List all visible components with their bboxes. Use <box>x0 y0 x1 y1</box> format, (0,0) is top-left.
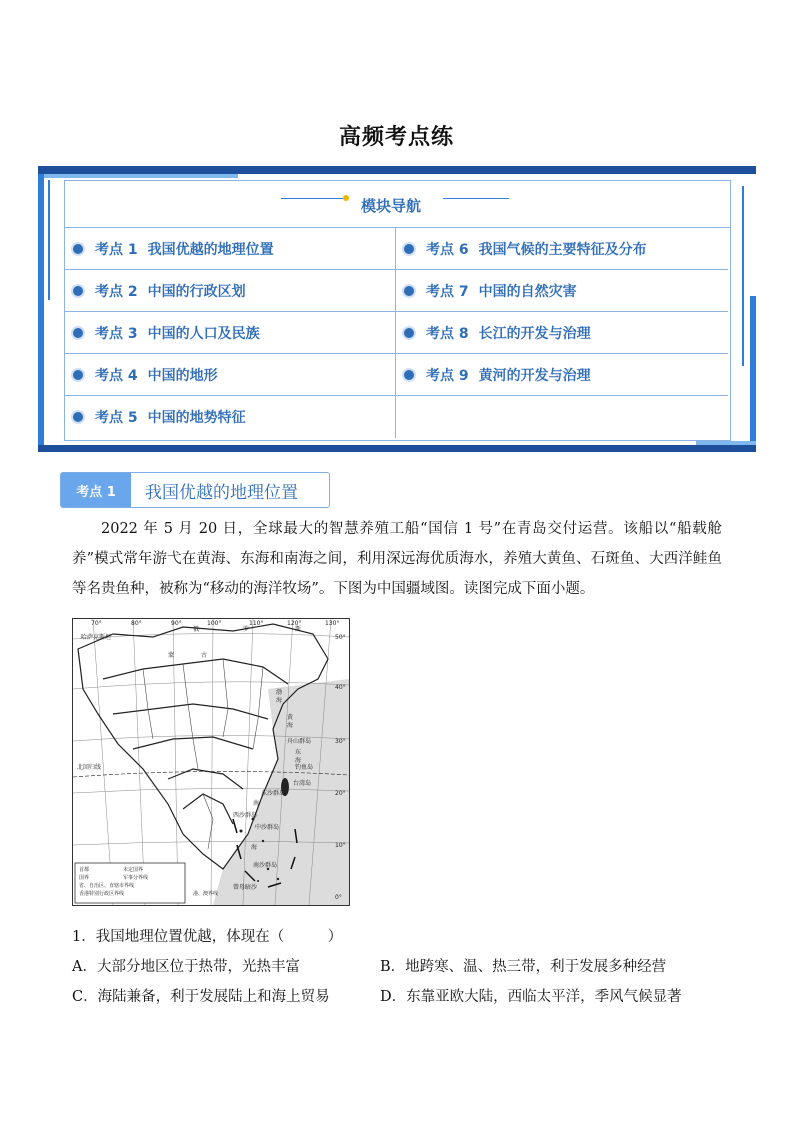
place-label: 海 <box>287 722 294 729</box>
bullet-icon <box>73 412 83 422</box>
lat-label: 50° <box>335 634 346 641</box>
lon-label: 110° <box>249 620 264 627</box>
lon-label: 70° <box>91 620 102 627</box>
place-label: 西沙群岛 <box>233 812 258 819</box>
nav-item-label: 我国优越的地理位置 <box>147 241 274 258</box>
option-c[interactable]: C．海陆兼备，利于发展陆上和海上贸易 <box>72 989 330 1005</box>
options-row <box>72 982 732 1012</box>
bullet-icon <box>73 328 83 338</box>
nav-item-num: 考点 2 <box>95 283 138 300</box>
lon-label: 100° <box>207 620 222 627</box>
legend-item: 国界 <box>79 875 90 881</box>
place-label: 蒙 <box>168 652 175 659</box>
lat-label: 20° <box>335 790 346 797</box>
nav-item-num: 考点 6 <box>426 241 469 258</box>
bullet-icon <box>404 244 414 254</box>
lon-label: 130° <box>325 620 340 627</box>
nav-item-label: 中国的自然灾害 <box>478 283 577 300</box>
nav-item-4[interactable] <box>65 354 396 396</box>
place-label: 罗 <box>243 626 250 633</box>
section-tag-title: 我国优越的地理位置 <box>145 482 298 503</box>
option-d[interactable]: D．东靠亚欧大陆，西临太平洋，季风气候显著 <box>380 989 682 1005</box>
nav-item-label: 黄河的开发与治理 <box>478 367 591 384</box>
legend-item: 省、自治区、直辖市界线 <box>79 883 135 889</box>
nav-item-num: 考点 7 <box>426 283 469 300</box>
legend-item: 香港特别行政区界线 <box>79 891 125 897</box>
option-b[interactable]: B．地跨寒、温、热三带，利于发展多种经营 <box>380 959 667 975</box>
place-label: 东 <box>295 749 302 756</box>
section-tag-num: 考点 1 <box>61 473 131 507</box>
bullet-icon <box>404 328 414 338</box>
frame-bar-bottom-accent <box>696 441 756 445</box>
question-options <box>72 952 732 1012</box>
nav-item-6[interactable] <box>396 228 728 270</box>
frame-bar-top-accent <box>38 174 238 178</box>
nav-item-1[interactable] <box>65 228 396 270</box>
bullet-icon <box>73 286 83 296</box>
china-territory-map <box>72 618 350 906</box>
header-line-left <box>281 198 343 199</box>
page-title: 高频考点练 <box>338 124 454 150</box>
nav-item-num: 考点 5 <box>95 410 138 426</box>
place-label: 古 <box>201 652 208 659</box>
section-tag <box>60 472 330 508</box>
place-label: 俄 <box>193 626 200 633</box>
place-label: 东沙群岛 <box>261 790 286 797</box>
nav-item-8[interactable] <box>396 312 728 354</box>
place-label: 哈萨克斯坦 <box>81 634 112 641</box>
nav-item-2[interactable] <box>65 270 396 312</box>
module-navigation <box>64 180 731 441</box>
nav-item-num: 考点 9 <box>426 367 469 384</box>
lat-label: 30° <box>335 738 346 745</box>
nav-item-empty <box>396 396 728 438</box>
nav-item-label: 我国气候的主要特征及分布 <box>478 241 647 258</box>
nav-grid <box>65 228 730 438</box>
place-label: 海 <box>276 697 283 704</box>
header-line-right <box>443 198 509 199</box>
place-label: 黄 <box>287 714 294 721</box>
bullet-icon <box>404 286 414 296</box>
nav-item-label: 中国的地势特征 <box>147 410 246 426</box>
nav-item-label: 中国的人口及民族 <box>147 325 260 342</box>
nav-item-num: 考点 8 <box>426 325 469 342</box>
place-label: 南沙群岛 <box>253 862 278 869</box>
question-stem: 1．我国地理位置优越，体现在（ ） <box>72 929 343 945</box>
place-label: 海 <box>295 757 302 764</box>
nav-item-label: 长江的开发与治理 <box>478 325 591 342</box>
place-label: 台湾岛 <box>293 780 312 787</box>
lon-label: 90° <box>171 620 182 627</box>
frame-side-left-accent <box>48 180 50 300</box>
frame-side-left <box>38 174 44 445</box>
bullet-icon <box>73 370 83 380</box>
place-label: 斯 <box>295 626 302 633</box>
nav-header-label: 模块导航 <box>361 197 422 215</box>
place-label: 北回归线 <box>77 764 102 771</box>
place-label: 中沙群岛 <box>255 824 280 831</box>
frame-bar-bottom <box>38 445 756 452</box>
nav-item-num: 考点 3 <box>95 325 138 342</box>
bullet-icon <box>73 244 83 254</box>
nav-item-5[interactable] <box>65 396 396 438</box>
lat-label: 40° <box>335 684 346 691</box>
passage: 2022 年 5 月 20 日，全球最大的智慧养殖工船“国信 1 号”在青岛交付运营。该船以“船载舱养”模式常年游弋在黄海、东海和南海之间，利用深远海优质海水，养殖大黄鱼、石斑鱼、大西洋鲑鱼等名贵鱼种，被称为“移动的海洋牧场”。下图为中国疆域图。读图完成下面小题。 <box>72 521 722 597</box>
lon-label: 80° <box>131 620 142 627</box>
lat-label: 10° <box>335 842 346 849</box>
option-a[interactable]: A．大部分地区位于热带，光热丰富 <box>72 959 300 975</box>
nav-item-num: 考点 1 <box>95 241 138 258</box>
nav-item-3[interactable] <box>65 312 396 354</box>
options-row <box>72 952 732 982</box>
nav-item-7[interactable] <box>396 270 728 312</box>
bullet-icon <box>404 370 414 380</box>
place-label: 渤 <box>276 689 283 696</box>
legend-item: 军事分界线 <box>123 875 149 881</box>
place-label: 海 <box>251 844 258 851</box>
place-label: 舟山群岛 <box>287 738 312 745</box>
nav-item-num: 考点 4 <box>95 367 138 384</box>
nav-item-label: 中国的地形 <box>147 367 218 384</box>
nav-item-9[interactable] <box>396 354 728 396</box>
place-label: 南 <box>253 800 260 807</box>
lon-label: 120° <box>287 620 302 627</box>
place-label: 钓鱼岛 <box>295 764 314 771</box>
place-label: 曾母暗沙 <box>233 884 258 891</box>
frame-side-right <box>750 296 756 445</box>
header-dot-icon <box>343 195 349 201</box>
frame-side-right-accent <box>742 186 744 366</box>
legend-item: 未定国界 <box>123 867 144 873</box>
legend-item: 首都 <box>79 867 90 873</box>
nav-item-label: 中国的行政区划 <box>147 283 246 300</box>
legend-item: 港、澳界线 <box>193 891 219 897</box>
nav-header <box>65 181 730 228</box>
lat-label: 0° <box>335 894 342 901</box>
frame-bar-top <box>38 166 756 174</box>
